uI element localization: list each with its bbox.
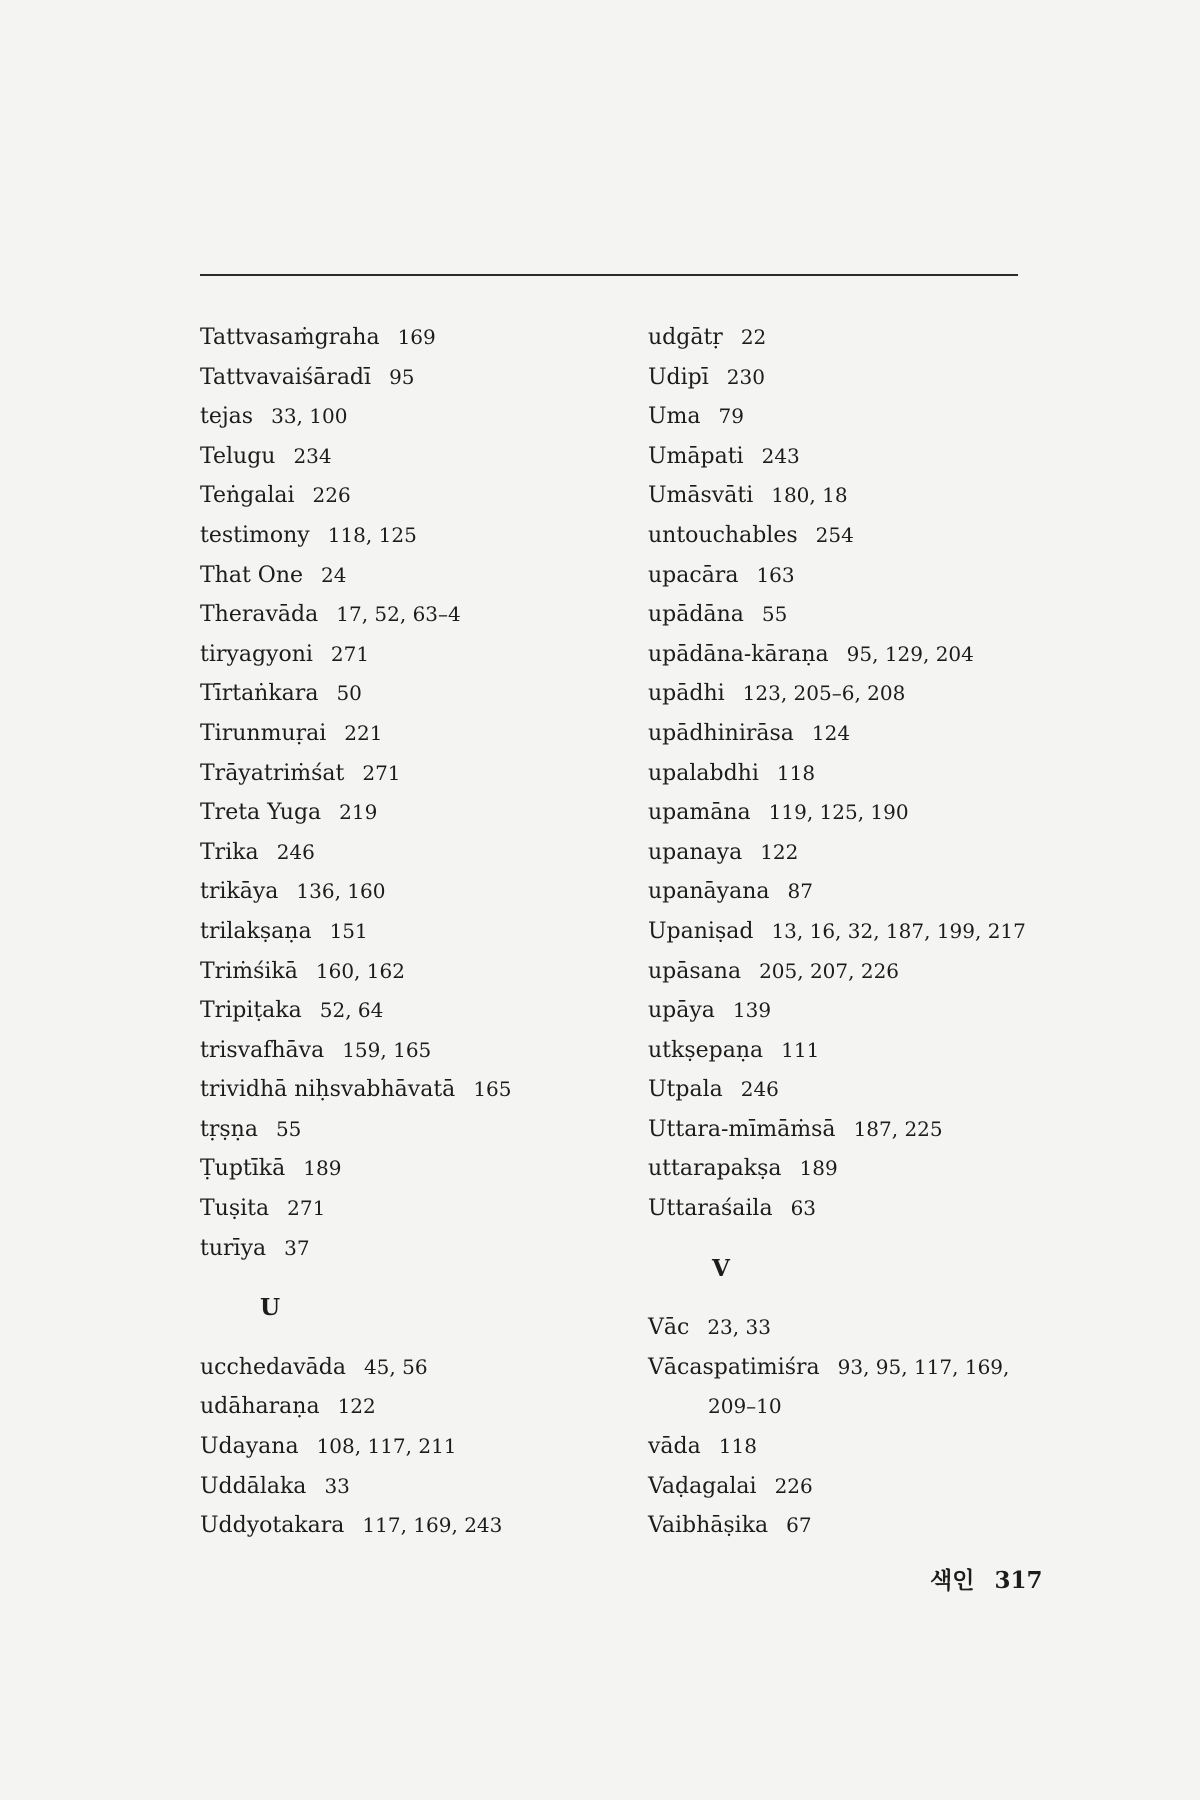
entry-term: utkṣepaṇa — [648, 1037, 764, 1063]
entry-term: Tuṣita — [200, 1196, 270, 1222]
entry-pages: 187, 225 — [853, 1116, 943, 1141]
entry-term: upanāyana — [648, 879, 770, 905]
entry-pages: 139 — [732, 998, 772, 1023]
index-entry — [200, 674, 620, 714]
index-entry — [200, 1348, 620, 1388]
entry-pages: 45, 56 — [363, 1354, 428, 1379]
entry-term: upanaya — [648, 839, 743, 865]
index-entry — [200, 754, 620, 794]
entry-pages: 219 — [339, 800, 378, 825]
index-entry — [200, 991, 620, 1031]
entry-pages: 271 — [287, 1196, 326, 1221]
entry-pages: 119, 125, 190 — [768, 800, 909, 825]
entry-term: upacāra — [648, 562, 739, 588]
index-entry — [648, 595, 1068, 635]
entry-term: vāda — [648, 1434, 701, 1460]
index-entry — [648, 1031, 1068, 1071]
t-entries — [200, 318, 620, 1268]
entry-term: Trāyatriṁśat — [200, 760, 345, 786]
entry-pages: 136, 160 — [296, 879, 386, 904]
index-entry — [200, 556, 620, 596]
entry-term: testimony — [200, 522, 310, 548]
entry-term: Telugu — [200, 443, 276, 469]
entry-term: Uddālaka — [200, 1473, 307, 1499]
index-entry — [648, 1149, 1068, 1189]
index-entry — [648, 872, 1068, 912]
entry-term: Uttara-mīmāṁsā — [648, 1116, 836, 1142]
entry-term: Vaibhāṣika — [648, 1513, 769, 1539]
index-entry — [648, 476, 1068, 516]
entry-pages: 226 — [312, 483, 351, 508]
entry-term: trividhā niḥsvabhāvatā — [200, 1077, 456, 1103]
entry-pages: 254 — [815, 522, 854, 547]
entry-term: Udipī — [648, 364, 709, 390]
entry-term: Utpala — [648, 1077, 723, 1103]
entry-term: Tattvavaiśāradī — [200, 364, 372, 390]
index-entry — [200, 1070, 620, 1110]
entry-pages: 118, 125 — [327, 522, 417, 547]
index-entry — [648, 516, 1068, 556]
entry-pages: 243 — [761, 443, 800, 468]
entry-pages: 209–10 — [708, 1394, 782, 1419]
index-entry — [200, 1387, 620, 1427]
entry-pages: 55 — [275, 1116, 302, 1141]
entry-pages: 234 — [293, 443, 332, 468]
entry-term: Upaniṣad — [648, 918, 754, 944]
entry-pages: 230 — [726, 364, 765, 389]
entry-term: upalabdhi — [648, 760, 759, 786]
index-entry — [648, 833, 1068, 873]
index-entry — [200, 1229, 620, 1269]
entry-pages: 122 — [337, 1394, 376, 1419]
top-rule — [200, 274, 1018, 276]
entry-term: Uttaraśaila — [648, 1196, 773, 1222]
entry-term: Trika — [200, 839, 259, 865]
entry-pages: 160, 162 — [315, 958, 405, 983]
page-number: 317 — [994, 1567, 1043, 1594]
entry-pages: 93, 95, 117, 169, — [837, 1354, 1010, 1379]
index-entry — [200, 1467, 620, 1507]
index-entry — [200, 1427, 620, 1467]
entry-term: upādhinirāsa — [648, 720, 794, 746]
index-entry — [648, 912, 1068, 952]
entry-term: trilakṣaṇa — [200, 918, 312, 944]
index-entry — [200, 476, 620, 516]
index-entry — [200, 318, 620, 358]
index-entry — [200, 1110, 620, 1150]
entry-pages: 189 — [303, 1156, 342, 1181]
entry-pages: 117, 169, 243 — [362, 1513, 503, 1538]
index-entry — [200, 714, 620, 754]
entry-pages: 271 — [362, 760, 401, 785]
index-entry — [648, 1506, 1068, 1546]
entry-pages: 165 — [473, 1077, 512, 1102]
index-entry — [200, 872, 620, 912]
index-entry — [200, 1031, 620, 1071]
index-entry — [648, 793, 1068, 833]
entry-pages: 33 — [324, 1473, 350, 1498]
entry-term: turīya — [200, 1235, 267, 1261]
entry-pages: 95 — [389, 364, 415, 389]
entry-pages: 226 — [774, 1473, 813, 1498]
page-footer — [930, 1562, 1042, 1595]
index-entry — [648, 635, 1068, 675]
entry-pages: 23, 33 — [707, 1315, 771, 1340]
index-entry — [648, 1070, 1068, 1110]
entry-pages: 22 — [740, 325, 767, 349]
entry-pages: 37 — [284, 1235, 310, 1260]
entry-pages: 13, 16, 32, 187, 199, 217 — [771, 918, 1026, 943]
index-entry — [648, 952, 1068, 992]
entry-term: udāharaṇa — [200, 1394, 320, 1420]
entry-term: Uddyotakara — [200, 1513, 345, 1539]
index-entry — [648, 754, 1068, 794]
entry-pages: 124 — [811, 720, 851, 745]
entry-pages: 123, 205–6, 208 — [742, 681, 906, 706]
entry-term: tṛṣṇa — [200, 1116, 258, 1142]
entry-term: Tripiṭaka — [200, 998, 302, 1024]
entry-pages: 118 — [776, 760, 816, 785]
entry-pages: 246 — [276, 839, 315, 864]
entry-term: upādāna — [648, 602, 744, 628]
entry-term: Vācaspatimiśra — [648, 1354, 820, 1380]
u-entries — [200, 1348, 620, 1546]
entry-term: Teṅgalai — [200, 483, 295, 509]
entry-term: Tīrtaṅkara — [200, 681, 319, 707]
entry-pages: 95, 129, 204 — [846, 641, 974, 666]
index-entry — [648, 1189, 1068, 1229]
entry-term: Tattvasaṁgraha — [200, 325, 380, 350]
entry-pages: 108, 117, 211 — [316, 1434, 457, 1459]
entry-pages: 24 — [321, 562, 347, 587]
entry-term: upādāna-kāraṇa — [648, 641, 829, 667]
entry-term: trisvafhāva — [200, 1037, 325, 1063]
entry-pages: 111 — [781, 1037, 820, 1062]
index-entry — [200, 1506, 620, 1546]
index-entry — [648, 1110, 1068, 1150]
entry-term: Umāsvāti — [648, 483, 754, 509]
index-entry — [200, 516, 620, 556]
entry-term: ucchedavāda — [200, 1354, 346, 1380]
entry-pages: 50 — [336, 681, 362, 706]
index-entry — [200, 793, 620, 833]
entry-pages: 151 — [329, 918, 368, 943]
entry-pages: 221 — [344, 720, 383, 745]
index-entry — [648, 1427, 1068, 1467]
section-gap — [200, 1328, 620, 1348]
running-footer-label: 색인 — [930, 1567, 975, 1594]
index-entry — [200, 1149, 620, 1189]
entry-term: Tirunmuṛai — [200, 720, 327, 746]
entry-pages: 118 — [718, 1434, 757, 1459]
section-gap — [648, 1229, 1068, 1249]
v-entries — [648, 1308, 1068, 1546]
section-heading-v: V — [712, 1254, 730, 1282]
entry-term: Triṁśikā — [200, 958, 298, 984]
index-entry — [648, 556, 1068, 596]
entry-term: Ṭuptīkā — [200, 1156, 286, 1182]
entry-term: upāsana — [648, 958, 742, 984]
entry-term: Vaḍagalai — [648, 1473, 757, 1499]
entry-pages: 17, 52, 63–4 — [336, 602, 461, 627]
index-entry — [200, 833, 620, 873]
entry-term: trikāya — [200, 879, 279, 905]
index-entry — [200, 358, 620, 398]
entry-term: uttarapakṣa — [648, 1156, 782, 1182]
entry-pages: 55 — [761, 602, 788, 627]
entry-term: That One — [200, 562, 304, 588]
entry-pages: 33, 100 — [271, 404, 348, 429]
entry-pages: 205, 207, 226 — [759, 958, 900, 983]
entry-term: tiryagyoni — [200, 641, 313, 667]
section-gap — [200, 1268, 620, 1288]
entry-pages: 180, 18 — [771, 483, 848, 508]
index-entry — [200, 595, 620, 635]
index-entry — [648, 318, 1068, 358]
index-entry — [200, 437, 620, 477]
index-entry — [200, 1189, 620, 1229]
entry-pages: 79 — [718, 404, 744, 429]
entry-pages: 163 — [756, 562, 795, 587]
entry-term: Udayana — [200, 1434, 299, 1460]
entry-pages: 52, 64 — [319, 998, 384, 1023]
entry-pages: 87 — [787, 879, 813, 904]
index-entry — [200, 952, 620, 992]
index-entry — [648, 714, 1068, 754]
entry-pages: 189 — [799, 1156, 838, 1181]
index-entry — [200, 397, 620, 437]
index-entry — [648, 991, 1068, 1031]
entry-term: upamāna — [648, 800, 751, 826]
entry-pages: 246 — [740, 1077, 779, 1102]
index-column-right — [648, 318, 1068, 1546]
entry-pages: 63 — [790, 1196, 817, 1221]
index-entry — [648, 1387, 1068, 1427]
entry-term: Treta Yuga — [200, 800, 322, 826]
index-entry — [648, 437, 1068, 477]
entry-term: Uma — [648, 404, 701, 430]
entry-term: Theravāda — [200, 602, 319, 628]
entry-term: Vāc — [648, 1315, 690, 1341]
index-entry — [648, 674, 1068, 714]
entry-term: udgātṛ — [648, 325, 723, 350]
index-entry — [648, 397, 1068, 437]
index-entry — [200, 635, 620, 675]
index-entry — [648, 1308, 1068, 1348]
entry-term: upāya — [648, 998, 715, 1024]
u-entries-continued — [648, 318, 1068, 1229]
entry-pages: 159, 165 — [342, 1037, 432, 1062]
entry-term: upādhi — [648, 681, 725, 707]
entry-term: tejas — [200, 404, 254, 430]
entry-term: Umāpati — [648, 443, 744, 469]
entry-pages: 169 — [397, 325, 436, 349]
index-entry — [200, 912, 620, 952]
entry-pages: 271 — [330, 641, 370, 666]
index-column-left — [200, 318, 620, 1546]
index-entry — [648, 1348, 1068, 1388]
section-gap — [648, 1288, 1068, 1308]
entry-pages: 122 — [760, 839, 799, 864]
entry-term: untouchables — [648, 522, 798, 548]
entry-pages: 67 — [786, 1513, 812, 1538]
index-entry — [648, 358, 1068, 398]
section-heading-u: U — [260, 1294, 281, 1322]
index-entry — [648, 1467, 1068, 1507]
